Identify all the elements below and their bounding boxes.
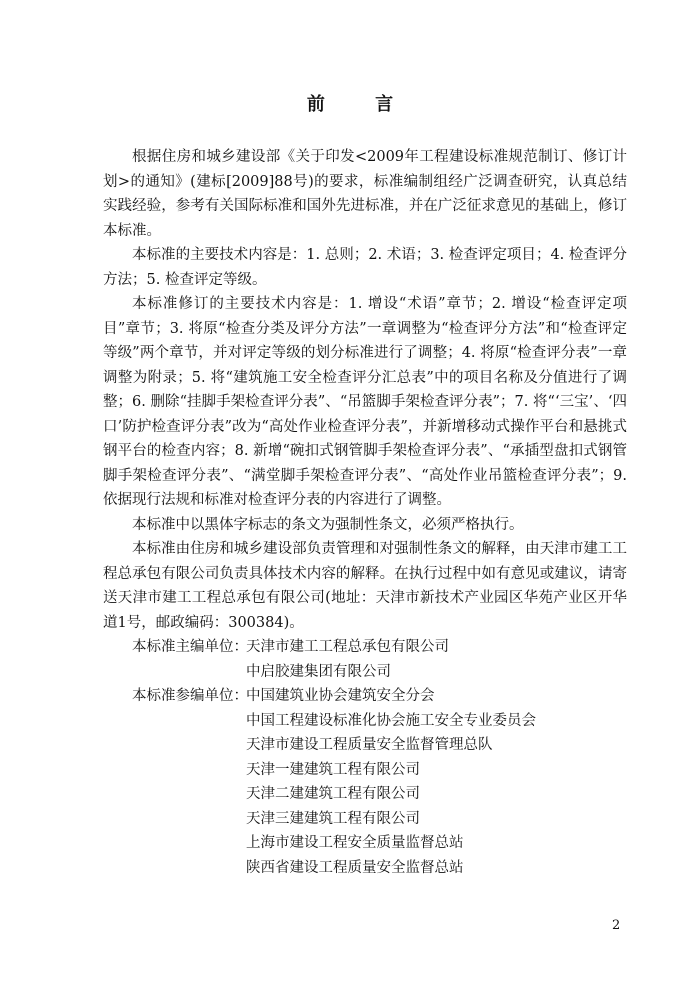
chief-editors-list — [246, 635, 449, 684]
paragraph-mandatory-clauses: 本标准中以黑体字标志的条文为强制性条文，必须严格执行。 — [132, 516, 524, 533]
participating-editor-unit: 中国工程建设标准化协会施工安全专业委员会 — [246, 712, 536, 729]
document-body — [103, 145, 627, 880]
chief-editors-label: 本标准主编单位： — [132, 639, 248, 655]
page-number: 2 — [612, 918, 621, 933]
participating-editor-unit: 陕西省建设工程质量安全监督总站 — [246, 859, 464, 876]
participating-editor-unit: 中国建筑业协会建筑安全分会 — [246, 688, 435, 704]
chief-editors-section — [103, 635, 627, 684]
participating-editors-label: 本标准参编单位： — [132, 688, 248, 704]
participating-editor-unit: 天津一建建筑工程有限公司 — [246, 761, 420, 778]
paragraph-revision-content: 本标准修订的主要技术内容是：1. 增设“术语”章节；2. 增设“检查评定项目”章节；3. 将原“检查分类及评分方法”一章调整为“检查评分方法”和“检查评定等级”两个章节，并对评定等级的划分标准进行了调整；4. 将原“检查评分表”一章调整为附录；5. 将“建筑施工安全检查评分汇总表”中的项目名称及分值进行了调整；6. 删除“挂脚手架检查评分表”、“吊篮脚手架检查评分表”；7. 将“‘三宝’、‘四口’防护检查评分表”改为“高处作业检查评分表”，并新增移动式操作平台和悬挑式钢平台的检查内容；8. 新增“碗扣式钢管脚手架检查评分表”、“承插型盘扣式钢管脚手架检查评分表”、“满堂脚手架检查评分表”、“高处作业吊篮检查评分表”；9. 依据现行法规和标准对检查评分表的内容进行了调整。 — [103, 296, 627, 508]
participating-editor-unit: 天津市建设工程质量安全监督管理总队 — [246, 737, 493, 753]
paragraph-management: 本标准由住房和城乡建设部负责管理和对强制性条文的解释，由天津市建工工程总承包有限公司负责具体技术内容的解释。在执行过程中如有意见或建议，请寄送天津市建工工程总承包有限公司(地址：天津市新技术产业园区华苑产业区开华道1号，邮政编码：300384)。 — [103, 541, 627, 631]
chief-editor-unit: 中启胶建集团有限公司 — [246, 663, 391, 680]
page-title: 前 言 — [306, 94, 416, 115]
participating-editors-section — [103, 684, 627, 880]
participating-editor-unit: 上海市建设工程安全质量监督总站 — [246, 835, 464, 851]
participating-editor-unit: 天津三建建筑工程有限公司 — [246, 810, 420, 827]
participating-editors-list — [246, 684, 536, 880]
paragraph-main-content: 本标准的主要技术内容是：1. 总则；2. 术语；3. 检查评定项目；4. 检查评分方法；5. 检查评定等级。 — [103, 247, 627, 288]
paragraph-basis: 根据住房和城乡建设部《关于印发<2009年工程建设标准规范制订、修订计划>的通知》(建标[2009]88号)的要求，标准编制组经广泛调查研究，认真总结实践经验，参考有关国际标准和国外先进标准，并在广泛征求意见的基础上，修订本标准。 — [103, 149, 627, 239]
chief-editor-unit: 天津市建工工程总承包有限公司 — [246, 639, 449, 655]
participating-editor-unit: 天津二建建筑工程有限公司 — [246, 786, 420, 802]
